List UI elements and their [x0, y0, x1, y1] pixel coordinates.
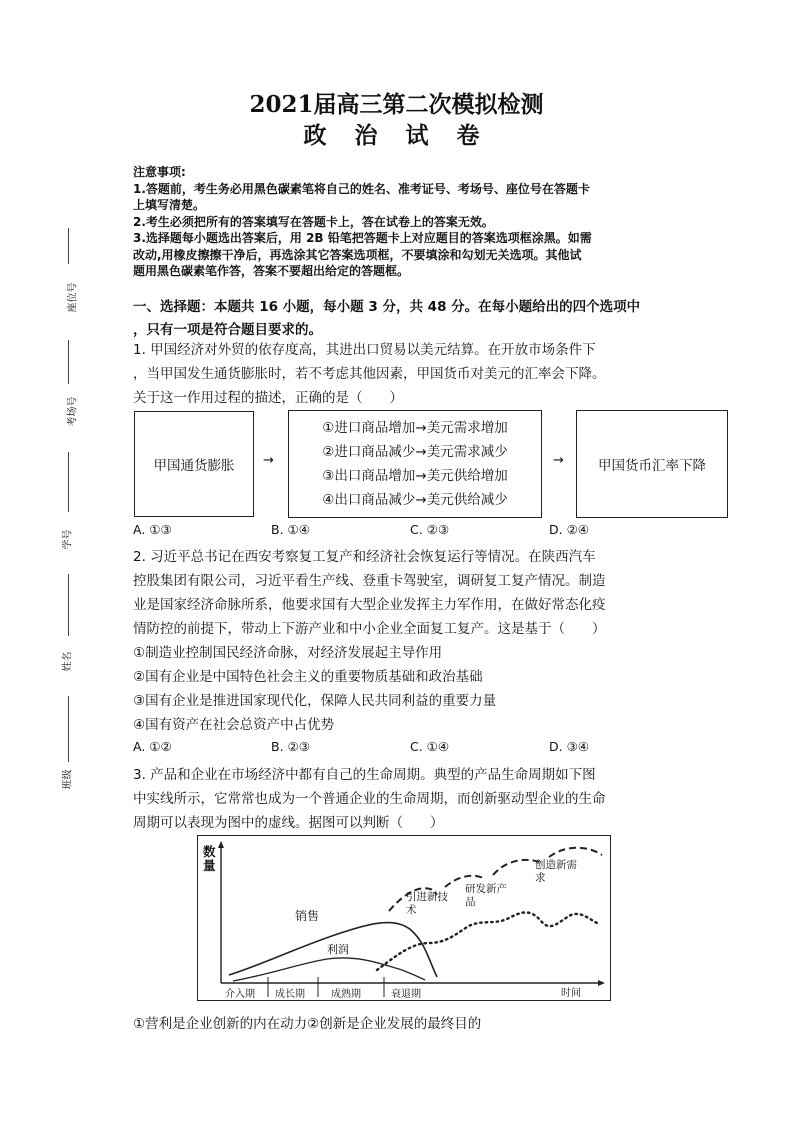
q1-option-c: C. ②③ [410, 522, 450, 537]
q1-middle-line: ③出口商品增加→美元供给增加 [322, 468, 508, 484]
exam-subtitle: 政 治 试 卷 [303, 122, 490, 149]
series-label-profit: 利润 [327, 943, 349, 956]
arrow-icon: → [553, 453, 564, 468]
q1-left-box: 甲国通货膨胀 [134, 411, 254, 517]
margin-label-id: 学号 [62, 529, 74, 550]
notice-heading: 注意事项: [133, 165, 186, 179]
q1-right-box: 甲国货币汇率下降 [576, 410, 728, 518]
q2-option-a: A. ①② [133, 739, 172, 754]
series-label-sales: 销售 [295, 909, 320, 923]
section-line: ，只有一项是符合题目要求的。 [133, 322, 322, 338]
notice-line: 上填写清楚。 [133, 198, 206, 212]
profit-curve [233, 958, 425, 981]
x-axis-label: 时间 [561, 988, 581, 999]
product-lifecycle-chart [197, 835, 611, 1001]
q3-line: 周期可以表现为图中的虚线。据图可以判断（ ） [133, 815, 444, 831]
margin-rule [68, 574, 69, 636]
x-axis-arrow [598, 980, 605, 986]
annotation-label: 创造新需求 [535, 859, 577, 884]
margin-rule [68, 452, 69, 512]
margin-label-name: 姓名 [62, 651, 74, 672]
x-tick-label: 介入期 [225, 989, 255, 1000]
innovation-sales-curve [377, 912, 597, 970]
y-axis-label: 数量 [203, 844, 216, 873]
q2-option-b: B. ②③ [271, 739, 310, 754]
q2-line: 2. 习近平总书记在西安考察复工复产和经济社会恢复运行等情况。在陕西汽车 [133, 549, 596, 565]
q1-middle-line: ④出口商品减少→美元供给减少 [322, 492, 508, 508]
margin-label-class: 班级 [62, 769, 74, 790]
notice-block [133, 164, 678, 280]
margin-rule [68, 696, 69, 762]
q2-line: ④国有资产在社会总资产中占优势 [133, 717, 335, 733]
section-heading [133, 296, 678, 342]
notice-line: 题用黑色碳素笔作答，答案不要超出给定的答题框。 [133, 264, 410, 278]
annotation-label: 引进新技术 [406, 891, 448, 916]
notice-line: 1.答题前，考生务必用黑色碳素笔将自己的姓名、准考证号、考场号、座位号在答题卡 [133, 181, 590, 196]
q1-middle-line: ①进口商品增加→美元需求增加 [322, 420, 508, 436]
q1-option-b: B. ①④ [271, 522, 310, 537]
margin-label-seat: 座位号 [67, 282, 79, 313]
q1-line: 关于这一作用过程的描述，正确的是（ ） [133, 390, 403, 406]
q1-option-d: D. ②④ [549, 522, 589, 537]
q2-line: 控股集团有限公司，习近平看生产线、登重卡驾驶室，调研复工复产情况。制造 [133, 573, 606, 589]
notice-line: 3.选择题每小题选出答案后，用 2B 铅笔把答题卡上对应题目的答案选项框涂黑。如需 [133, 231, 592, 245]
q2-option-d: D. ③④ [549, 739, 589, 754]
margin-label-room: 考场号 [67, 396, 79, 427]
annotation-label: 研发新产品 [465, 883, 507, 908]
q3-after-chart: ①营利是企业创新的内在动力②创新是企业发展的最终目的 [133, 1016, 482, 1032]
q2-line: ③国有企业是推进国家现代化，保障人民共同利益的重要力量 [133, 693, 497, 709]
q1-line: 1. 甲国经济对外贸的依存度高，其进出口贸易以美元结算。在开放市场条件下 [133, 342, 596, 358]
q2-line: 情防控的前提下，带动上下游产业和中小企业全面复工复产。这是基于（ ） [133, 621, 606, 637]
exam-title: 2021届高三第二次模拟检测 [249, 91, 544, 118]
margin-rule [68, 228, 69, 264]
q2-line: ②国有企业是中国特色社会主义的重要物质基础和政治基础 [133, 669, 483, 685]
q1-middle-line: ②进口商品减少→美元需求减少 [322, 444, 508, 460]
arrow-icon: → [263, 453, 274, 468]
x-tick-label: 成熟期 [331, 989, 361, 1000]
q1-option-a: A. ①③ [133, 522, 172, 537]
notice-line: 改动,用橡皮擦擦干净后，再选涂其它答案选项框，不要填涂和勾划无关选项。其他试 [133, 247, 582, 262]
q3-line: 中实线所示，它常常也成为一个普通企业的生命周期，而创新驱动型企业的生命 [133, 791, 606, 807]
q2-line: 业是国家经济命脉所系，他要求国有大型企业发挥主力军作用，在做好常态化疫 [133, 597, 606, 613]
q2-line: ①制造业控制国民经济命脉，对经济发展起主导作用 [133, 645, 443, 661]
notice-line: 2.考生必须把所有的答案填写在答题卡上，答在试卷上的答案无效。 [133, 214, 494, 229]
x-tick-label: 成长期 [275, 989, 305, 1000]
section-line: 一、选择题：本题共 16 小题，每小题 3 分，共 48 分。在每小题给出的四个选项中 [133, 299, 641, 315]
q1-middle-box [288, 410, 542, 518]
q1-line: ，当甲国发生通货膨胀时，若不考虑其他因素，甲国货币对美元的汇率会下降。 [133, 366, 606, 382]
q3-line: 3. 产品和企业在市场经济中都有自己的生命周期。典型的产品生命周期如下图 [133, 767, 596, 783]
q2-option-c: C. ①④ [410, 739, 450, 754]
margin-rule [68, 340, 69, 384]
x-tick-label: 衰退期 [391, 989, 421, 1000]
y-axis-arrow [218, 841, 224, 848]
